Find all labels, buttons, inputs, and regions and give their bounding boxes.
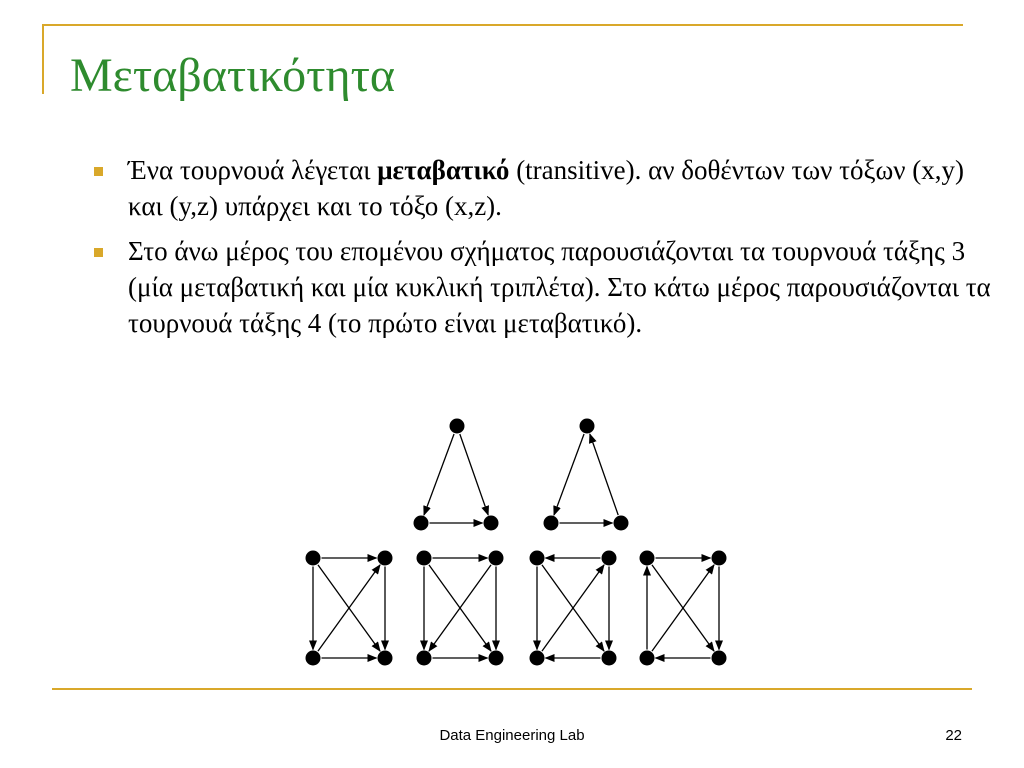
tournament-order3-cyclic-2 [544, 419, 629, 531]
vertex-bl [306, 651, 321, 666]
footer-lab-name: Data Engineering Lab [439, 727, 585, 744]
tournament-order3-transitive-1 [414, 419, 499, 531]
bullet-definition-bold-term: μεταβατικό [377, 155, 510, 185]
arc-top-to-bl [424, 434, 454, 515]
vertex-bl [417, 651, 432, 666]
vertex-top [450, 419, 465, 434]
slide-title: Μεταβατικότητα [70, 49, 396, 102]
tournament-order4-other-3 [530, 551, 617, 666]
tournament-order4-other-4 [640, 551, 727, 666]
vertex-bl [414, 516, 429, 531]
arc-top-to-br [460, 434, 488, 515]
vertex-tl [530, 551, 545, 566]
vertex-tl [417, 551, 432, 566]
vertex-br [378, 651, 393, 666]
vertex-tr [712, 551, 727, 566]
tournament-order4-transitive-1 [306, 551, 393, 666]
vertex-br [602, 651, 617, 666]
vertex-bl [640, 651, 655, 666]
bullet-figure-description-text: Στο άνω μέρος του επομένου σχήματος παρουσιάζονται τα τουρνουά τάξης 3 (μία μεταβατική και μία κυκλική τριπλέτα). Στο κάτω μέρος παρουσιάζονται τα τουρνουά τάξης 4 (το πρώτο είναι μεταβατικό). [128, 236, 991, 338]
vertex-tl [306, 551, 321, 566]
vertex-br [614, 516, 629, 531]
footer-rule [52, 688, 972, 690]
vertex-br [484, 516, 499, 531]
arc-top-to-bl [554, 434, 584, 515]
vertex-br [489, 651, 504, 666]
arc-br-to-top [590, 434, 618, 515]
vertex-tr [489, 551, 504, 566]
bullet-definition-text-before: Ένα τουρνουά λέγεται [128, 155, 378, 185]
vertex-tl [640, 551, 655, 566]
vertex-top [580, 419, 595, 434]
vertex-bl [530, 651, 545, 666]
vertex-tr [378, 551, 393, 566]
tournament-order4-other-2 [417, 551, 504, 666]
vertex-bl [544, 516, 559, 531]
vertex-tr [602, 551, 617, 566]
bullet-definition-text-after: (transitive). αν δοθέντων των τόξων (x,y) και (y,z) υπάρχει και το τόξο (x,z). [128, 155, 964, 221]
page-number: 22 [945, 727, 962, 744]
vertex-br [712, 651, 727, 666]
